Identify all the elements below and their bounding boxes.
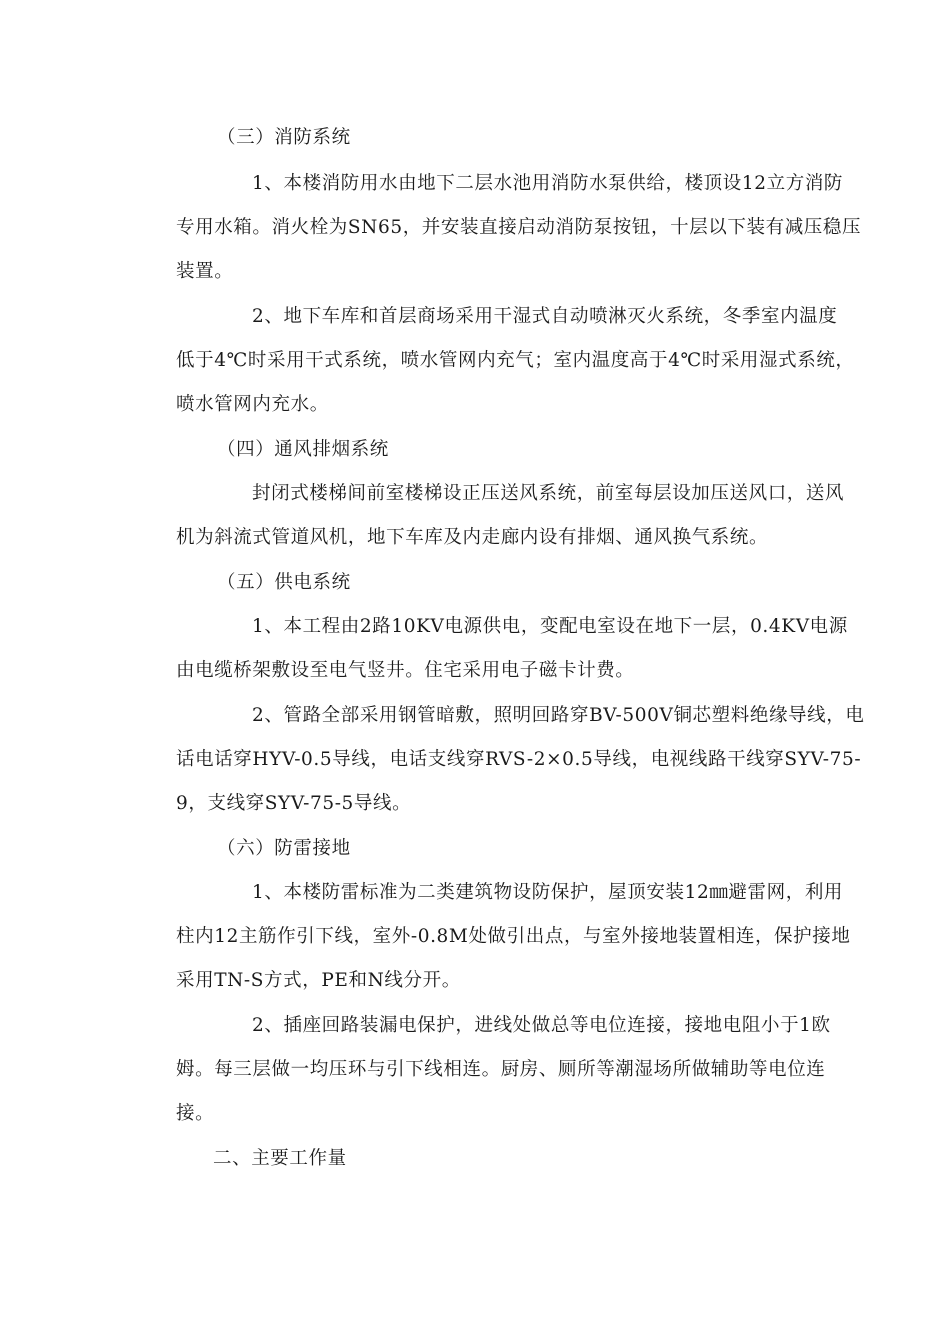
paragraph-line: 9，支线穿SYV-75-5导线。 bbox=[176, 793, 412, 814]
paragraph-line: 姆。每三层做一均压环与引下线相连。厨房、厕所等潮湿场所做辅助等电位连 bbox=[176, 1059, 826, 1080]
paragraph-line: 装置。 bbox=[176, 261, 234, 282]
paragraph-line: 柱内12主筋作引下线，室外-0.8M处做引出点，与室外接地装置相连，保护接地 bbox=[176, 926, 851, 947]
paragraph-line: 2、地下车库和首层商场采用干湿式自动喷淋灭火系统，冬季室内温度 bbox=[252, 306, 838, 327]
paragraph-line: 由电缆桥架敷设至电气竖井。住宅采用电子磁卡计费。 bbox=[176, 660, 635, 681]
paragraph-line: 2、插座回路装漏电保护，进线处做总等电位连接，接地电阻小于1欧 bbox=[252, 1015, 831, 1036]
paragraph-line: 封闭式楼梯间前室楼梯设正压送风系统，前室每层设加压送风口，送风 bbox=[252, 483, 845, 504]
paragraph-line: 低于4℃时采用干式系统，喷水管网内充气；室内温度高于4℃时采用湿式系统， bbox=[176, 350, 855, 371]
paragraph-line: 1、本楼消防用水由地下二层水池用消防水泵供给，楼顶设12立方消防 bbox=[252, 173, 844, 194]
paragraph-line: 1、本楼防雷标准为二类建筑物设防保护，屋顶安装12㎜避雷网，利用 bbox=[252, 882, 844, 903]
section-heading-fire-protection: （三）消防系统 bbox=[217, 127, 351, 148]
major-heading-workload: 二、主要工作量 bbox=[213, 1148, 347, 1169]
paragraph-line: 喷水管网内充水。 bbox=[176, 394, 329, 415]
paragraph-line: 话电话穿HYV-0.5导线，电话支线穿RVS-2×0.5导线，电视线路干线穿SYV-75- bbox=[176, 749, 862, 770]
section-heading-lightning-grounding: （六）防雷接地 bbox=[217, 838, 351, 859]
paragraph-line: 采用TN-S方式，PE和N线分开。 bbox=[176, 970, 461, 991]
paragraph-line: 专用水箱。消火栓为SN65，并安装直接启动消防泵按钮，十层以下装有减压稳压 bbox=[176, 217, 862, 238]
paragraph-line: 1、本工程由2路10KV电源供电，变配电室设在地下一层，0.4KV电源 bbox=[252, 616, 848, 637]
section-heading-power-supply: （五）供电系统 bbox=[217, 572, 351, 593]
section-heading-ventilation: （四）通风排烟系统 bbox=[217, 439, 389, 460]
paragraph-line: 接。 bbox=[176, 1103, 215, 1124]
paragraph-line: 机为斜流式管道风机，地下车库及内走廊内设有排烟、通风换气系统。 bbox=[176, 527, 769, 548]
paragraph-line: 2、管路全部采用钢管暗敷，照明回路穿BV-500V铜芯塑料绝缘导线，电 bbox=[252, 705, 865, 726]
